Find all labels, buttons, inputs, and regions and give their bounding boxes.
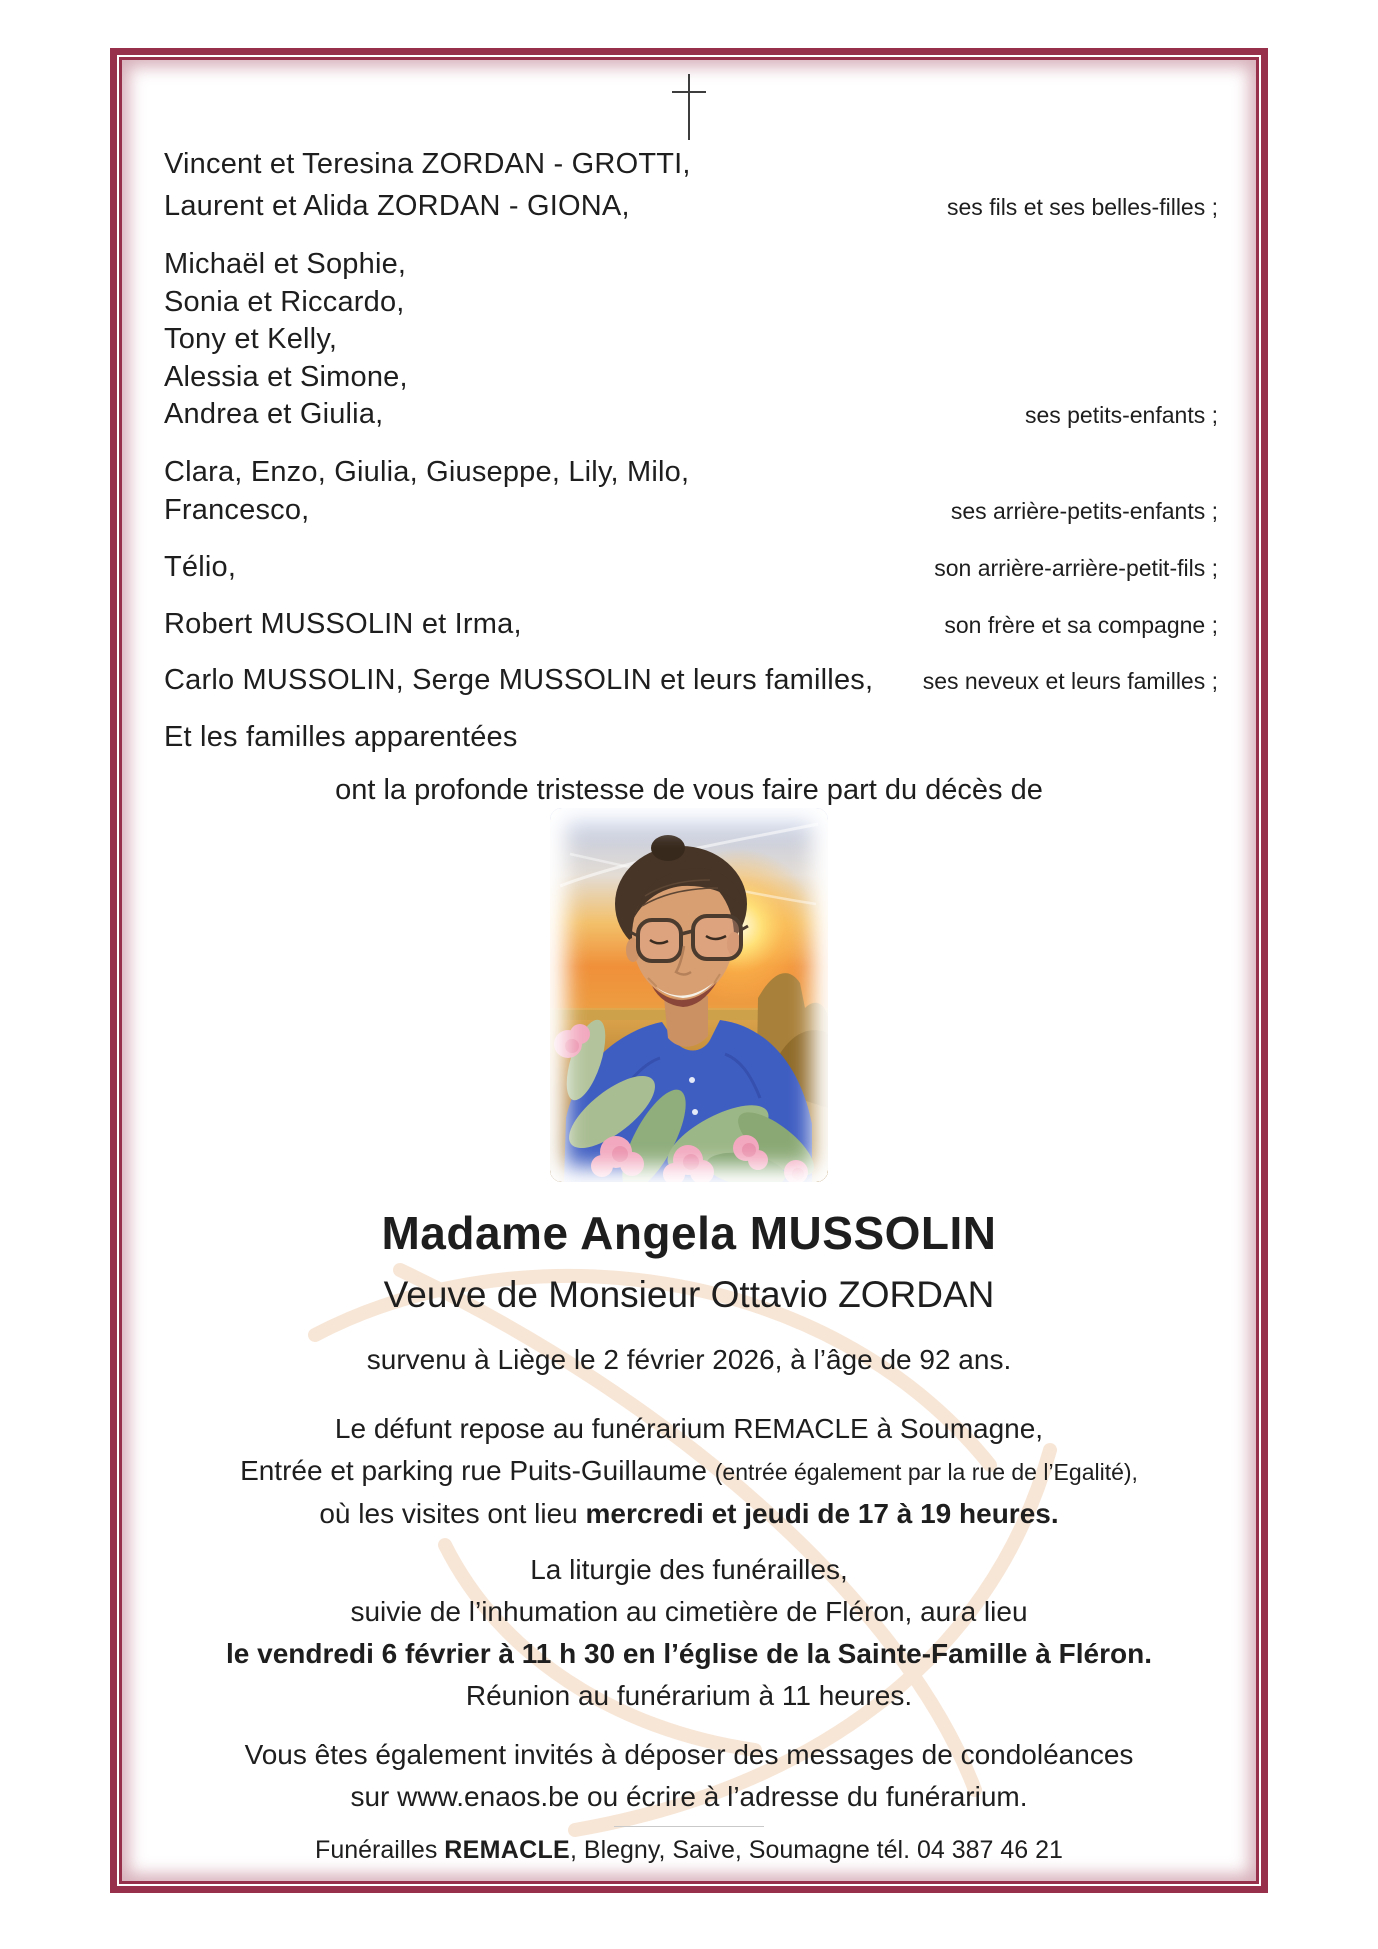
family-relation: ses arrière-petits-enfants ; [950, 498, 1218, 524]
portrait-photo [550, 808, 828, 1182]
family-row [164, 148, 1218, 181]
footer-company-name: REMACLE [444, 1836, 570, 1864]
family-row [164, 323, 1218, 356]
family-names: Andrea et Giulia, [164, 398, 384, 430]
footer-divider [614, 1826, 764, 1827]
visitation-paragraph [0, 1408, 1378, 1535]
family-relation: ses neveux et leurs familles ; [922, 668, 1218, 694]
funeral-line4: Réunion au funérarium à 11 heures. [465, 1680, 913, 1711]
family-names: Michaël et Sophie, [164, 248, 407, 280]
family-relation: ses fils et ses belles-filles ; [947, 194, 1218, 220]
family-row [164, 494, 1218, 527]
family-row [164, 721, 1218, 754]
cross-icon [654, 68, 724, 146]
deceased-name: Madame Angela MUSSOLIN [381, 1207, 997, 1259]
visitation-hours-bold: mercredi et jeudi de 17 à 19 heures. [585, 1498, 1059, 1529]
family-names: Carlo MUSSOLIN, Serge MUSSOLIN et leurs familles, [164, 664, 874, 696]
footer-rest: , Blegny, Saive, Soumagne tél. 04 387 46 21 [570, 1836, 1063, 1864]
family-names: Robert MUSSOLIN et Irma, [164, 608, 522, 640]
family-names: Clara, Enzo, Giulia, Giuseppe, Lily, Milo, [164, 456, 690, 488]
family-names: Et les familles apparentées [164, 721, 518, 753]
intro-sentence: ont la profonde tristesse de vous faire part du décès de [335, 774, 1043, 806]
visitation-line2-small: (entrée également par la rue de l’Egalité), [714, 1459, 1138, 1485]
family-relation: son frère et sa compagne ; [944, 612, 1218, 638]
funeral-line1: La liturgie des funérailles, [530, 1554, 848, 1585]
funeral-paragraph [0, 1549, 1378, 1717]
visitation-line3: où les visites ont lieu [319, 1498, 586, 1529]
funeral-date-bold: le vendredi 6 février à 11 h 30 en l’église de la Sainte-Famille à Fléron. [226, 1638, 1152, 1669]
deceased-subtitle: Veuve de Monsieur Ottavio ZORDAN [383, 1274, 995, 1315]
family-row [164, 551, 1218, 584]
family-names: Alessia et Simone, [164, 361, 408, 393]
family-names: Francesco, [164, 494, 310, 526]
family-relation: ses petits-enfants ; [1024, 402, 1218, 428]
family-names: Vincent et Teresina ZORDAN - GROTTI, [164, 148, 691, 180]
footer-prefix: Funérailles [315, 1836, 445, 1864]
family-row [164, 398, 1218, 431]
family-row [164, 286, 1218, 319]
family-names: Laurent et Alida ZORDAN - GIONA, [164, 190, 630, 222]
family-row [164, 190, 1218, 223]
visitation-line1: Le défunt repose au funérarium REMACLE à Soumagne, [334, 1413, 1044, 1444]
family-row [164, 248, 1218, 281]
family-row [164, 361, 1218, 394]
family-row [164, 608, 1218, 641]
family-row [164, 664, 1218, 697]
portrait-photo-art [550, 808, 828, 1182]
condolences-line2: sur www.enaos.be ou écrire à l’adresse du funérarium. [350, 1781, 1028, 1812]
family-names: Télio, [164, 551, 237, 583]
condolences-line1: Vous êtes également invités à déposer des messages de condoléances [244, 1739, 1134, 1770]
family-row [164, 456, 1218, 489]
funeral-home-footer [0, 1836, 1378, 1865]
family-names: Tony et Kelly, [164, 323, 338, 355]
family-names: Sonia et Riccardo, [164, 286, 405, 318]
family-relation: son arrière-arrière-petit-fils ; [934, 555, 1218, 581]
condolences-paragraph [0, 1734, 1378, 1818]
death-date-line: survenu à Liège le 2 février 2026, à l’âge de 92 ans. [366, 1344, 1012, 1375]
visitation-line2: Entrée et parking rue Puits-Guillaume [240, 1455, 715, 1486]
funeral-line2: suivie de l’inhumation au cimetière de Fléron, aura lieu [350, 1596, 1028, 1627]
